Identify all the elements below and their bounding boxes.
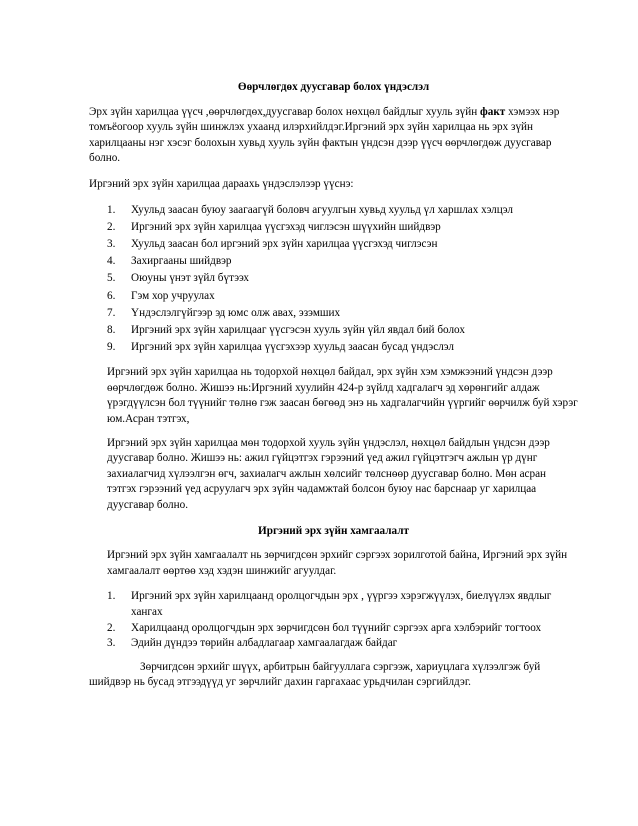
- protection-paragraph: Иргэний эрх зүйн хамгаалалт нь зөрчигдсөн эрхийг сэргээх зорилготой байна, Иргэний эрх зүйн хамгаалалт өөртөө хэд хэдэн шинжийг агуулдаг.: [107, 549, 568, 577]
- list-item: [107, 621, 578, 637]
- list-item-number: 3.: [107, 637, 116, 650]
- termination-paragraph: Иргэний эрх зүйн харилцаа мөн тодорхой хууль зүйн үндэслэл, нөхцөл байдлын үндсэн дээр дуусгавар болно. Жишээ нь: ажил гүйцэтгэх гэрээний үед ажил гүйцэтгэгч ажлын үр дүнг захиалагчид хүлээлгэн өгч, захиалагч ажлын хөлсийг төлснөөр дуусгавар болно. Мөн асран тэтгэх гэрээний үед асруулагч эрх зүйн чадамжтай болсон буюу нас барснаар уг харилцаа дуусгавар болно.: [107, 436, 550, 511]
- list-item-number: 2.: [107, 220, 116, 233]
- list-item-number: 6.: [107, 289, 116, 302]
- document-title: Өөрчлөгдөх дуусгавар болох үндэслэл: [237, 81, 430, 93]
- list-item-text: Эдийн дүндээ төрийн албадлагаар хамгаалагдаж байдаг: [131, 637, 398, 650]
- section-subtitle: Иргэний эрх зүйн хамгаалалт: [258, 524, 409, 537]
- list-item: [107, 271, 578, 287]
- list-item: [107, 340, 578, 356]
- restoration-text: Зөрчигдсөн эрхийг шүүх, арбитрын байгууллага сэргээж, хариуцлага хүлээлгэж буй шийдвэр нь бусад этгээдүүд уг зөрчлийг дахин гаргахаас урьдчилан сэргийлдэг.: [89, 660, 541, 689]
- list-item-text: Иргэний эрх зүйн харилцаа үүсгэхээр хуульд заасан бусад үндэслэл: [131, 341, 454, 354]
- grounds-list: [89, 203, 578, 356]
- modification-paragraph: Иргэний эрх зүйн харилцаа нь тодорхой нөхцөл байдал, эрх зүйн хэм хэмжээний үндсэн дээр өөрчлөгдөж болно. Жишээ нь:Иргэний хуулийн 424-р зүйлд хадгалагч эд хөрөнгийг алдаж үрэгдүүлсэн бол түүнийг төлнө гэж заасан бөгөөд энэ нь хадгалагчийн үүргийг өөрчилж буй хэрэг юм.Асран тэтгэх,: [107, 366, 578, 426]
- list-item: [107, 220, 578, 236]
- list-item-number: 1.: [107, 590, 116, 603]
- list-item-text: Харилцаанд оролцогчдын эрх зөрчигдсөн бол түүнийг сэргээх арга хэлбэрийг тогтоох: [131, 621, 542, 634]
- intro-bold-term: факт: [480, 105, 506, 118]
- list-item: [107, 237, 578, 253]
- intro-text-end: хэмээх нэр томъёогоор хууль зүйн шинжлэх ухаанд илэрхийлдэг.Иргэний эрх зүйн харилцаа нь эрх зүйн харилцааны нэг хэсэг болохын хувьд хууль зүйн фактын үндсэн дээр үүсч өөрчлөгдөж дуусгавар болно.: [89, 105, 560, 165]
- list-item: [107, 254, 578, 270]
- list-item-text: Гэм хор учруулах: [131, 289, 215, 302]
- list-item-number: 8.: [107, 323, 116, 336]
- list-item-number: 2.: [107, 621, 116, 634]
- list-item-text: Иргэний эрх зүйн харилцааг үүсгэсэн хууль зүйн үйл явдал бий болох: [131, 323, 465, 336]
- list-item: [107, 203, 578, 219]
- list-item-text: Иргэний эрх зүйн харилцаа үүсгэхэд чиглэсэн шүүхийн шийдвэр: [131, 220, 441, 233]
- list-intro: Иргэний эрх зүйн харилцаа дараахь үндэслэлээр үүснэ:: [89, 177, 354, 190]
- list-item-number: 7.: [107, 306, 116, 319]
- list-item-text: Хуульд заасан буюу заагаагүй боловч агуулгын хувьд хуульд үл харшлах хэлцэл: [131, 203, 513, 216]
- list-item-number: 4.: [107, 255, 116, 268]
- intro-paragraph: [89, 105, 578, 167]
- list-item-number: 1.: [107, 203, 116, 216]
- list-item-number: 9.: [107, 341, 116, 354]
- list-item: [107, 636, 578, 652]
- list-item: [107, 589, 578, 620]
- list-item: [107, 289, 578, 305]
- list-item: [107, 323, 578, 339]
- list-item: [107, 306, 578, 322]
- protection-features-list: [89, 589, 578, 651]
- restoration-paragraph: [89, 660, 578, 691]
- list-item-text: Оюуны үнэт зүйл бүтээх: [131, 272, 249, 285]
- list-item-text: Үндэслэлгүйгээр эд юмс олж авах, эзэмших: [131, 306, 341, 319]
- list-item-text: Иргэний эрх зүйн харилцаанд оролцогчдын эрх , үүргээ хэрэгжүүлэх, биелүүлэх явдлыг хангах: [131, 590, 552, 618]
- list-item-text: Хуульд заасан бол иргэний эрх зүйн харилцаа үүсгэхэд чиглэсэн: [131, 237, 438, 250]
- list-item-text: Захиргааны шийдвэр: [131, 255, 232, 268]
- list-item-number: 5.: [107, 272, 116, 285]
- intro-text-start: Эрх зүйн харилцаа үүсч ,өөрчлөгдөх,дуусгавар болох нөхцөл байдлыг хууль зүйн: [89, 105, 481, 118]
- list-item-number: 3.: [107, 237, 116, 250]
